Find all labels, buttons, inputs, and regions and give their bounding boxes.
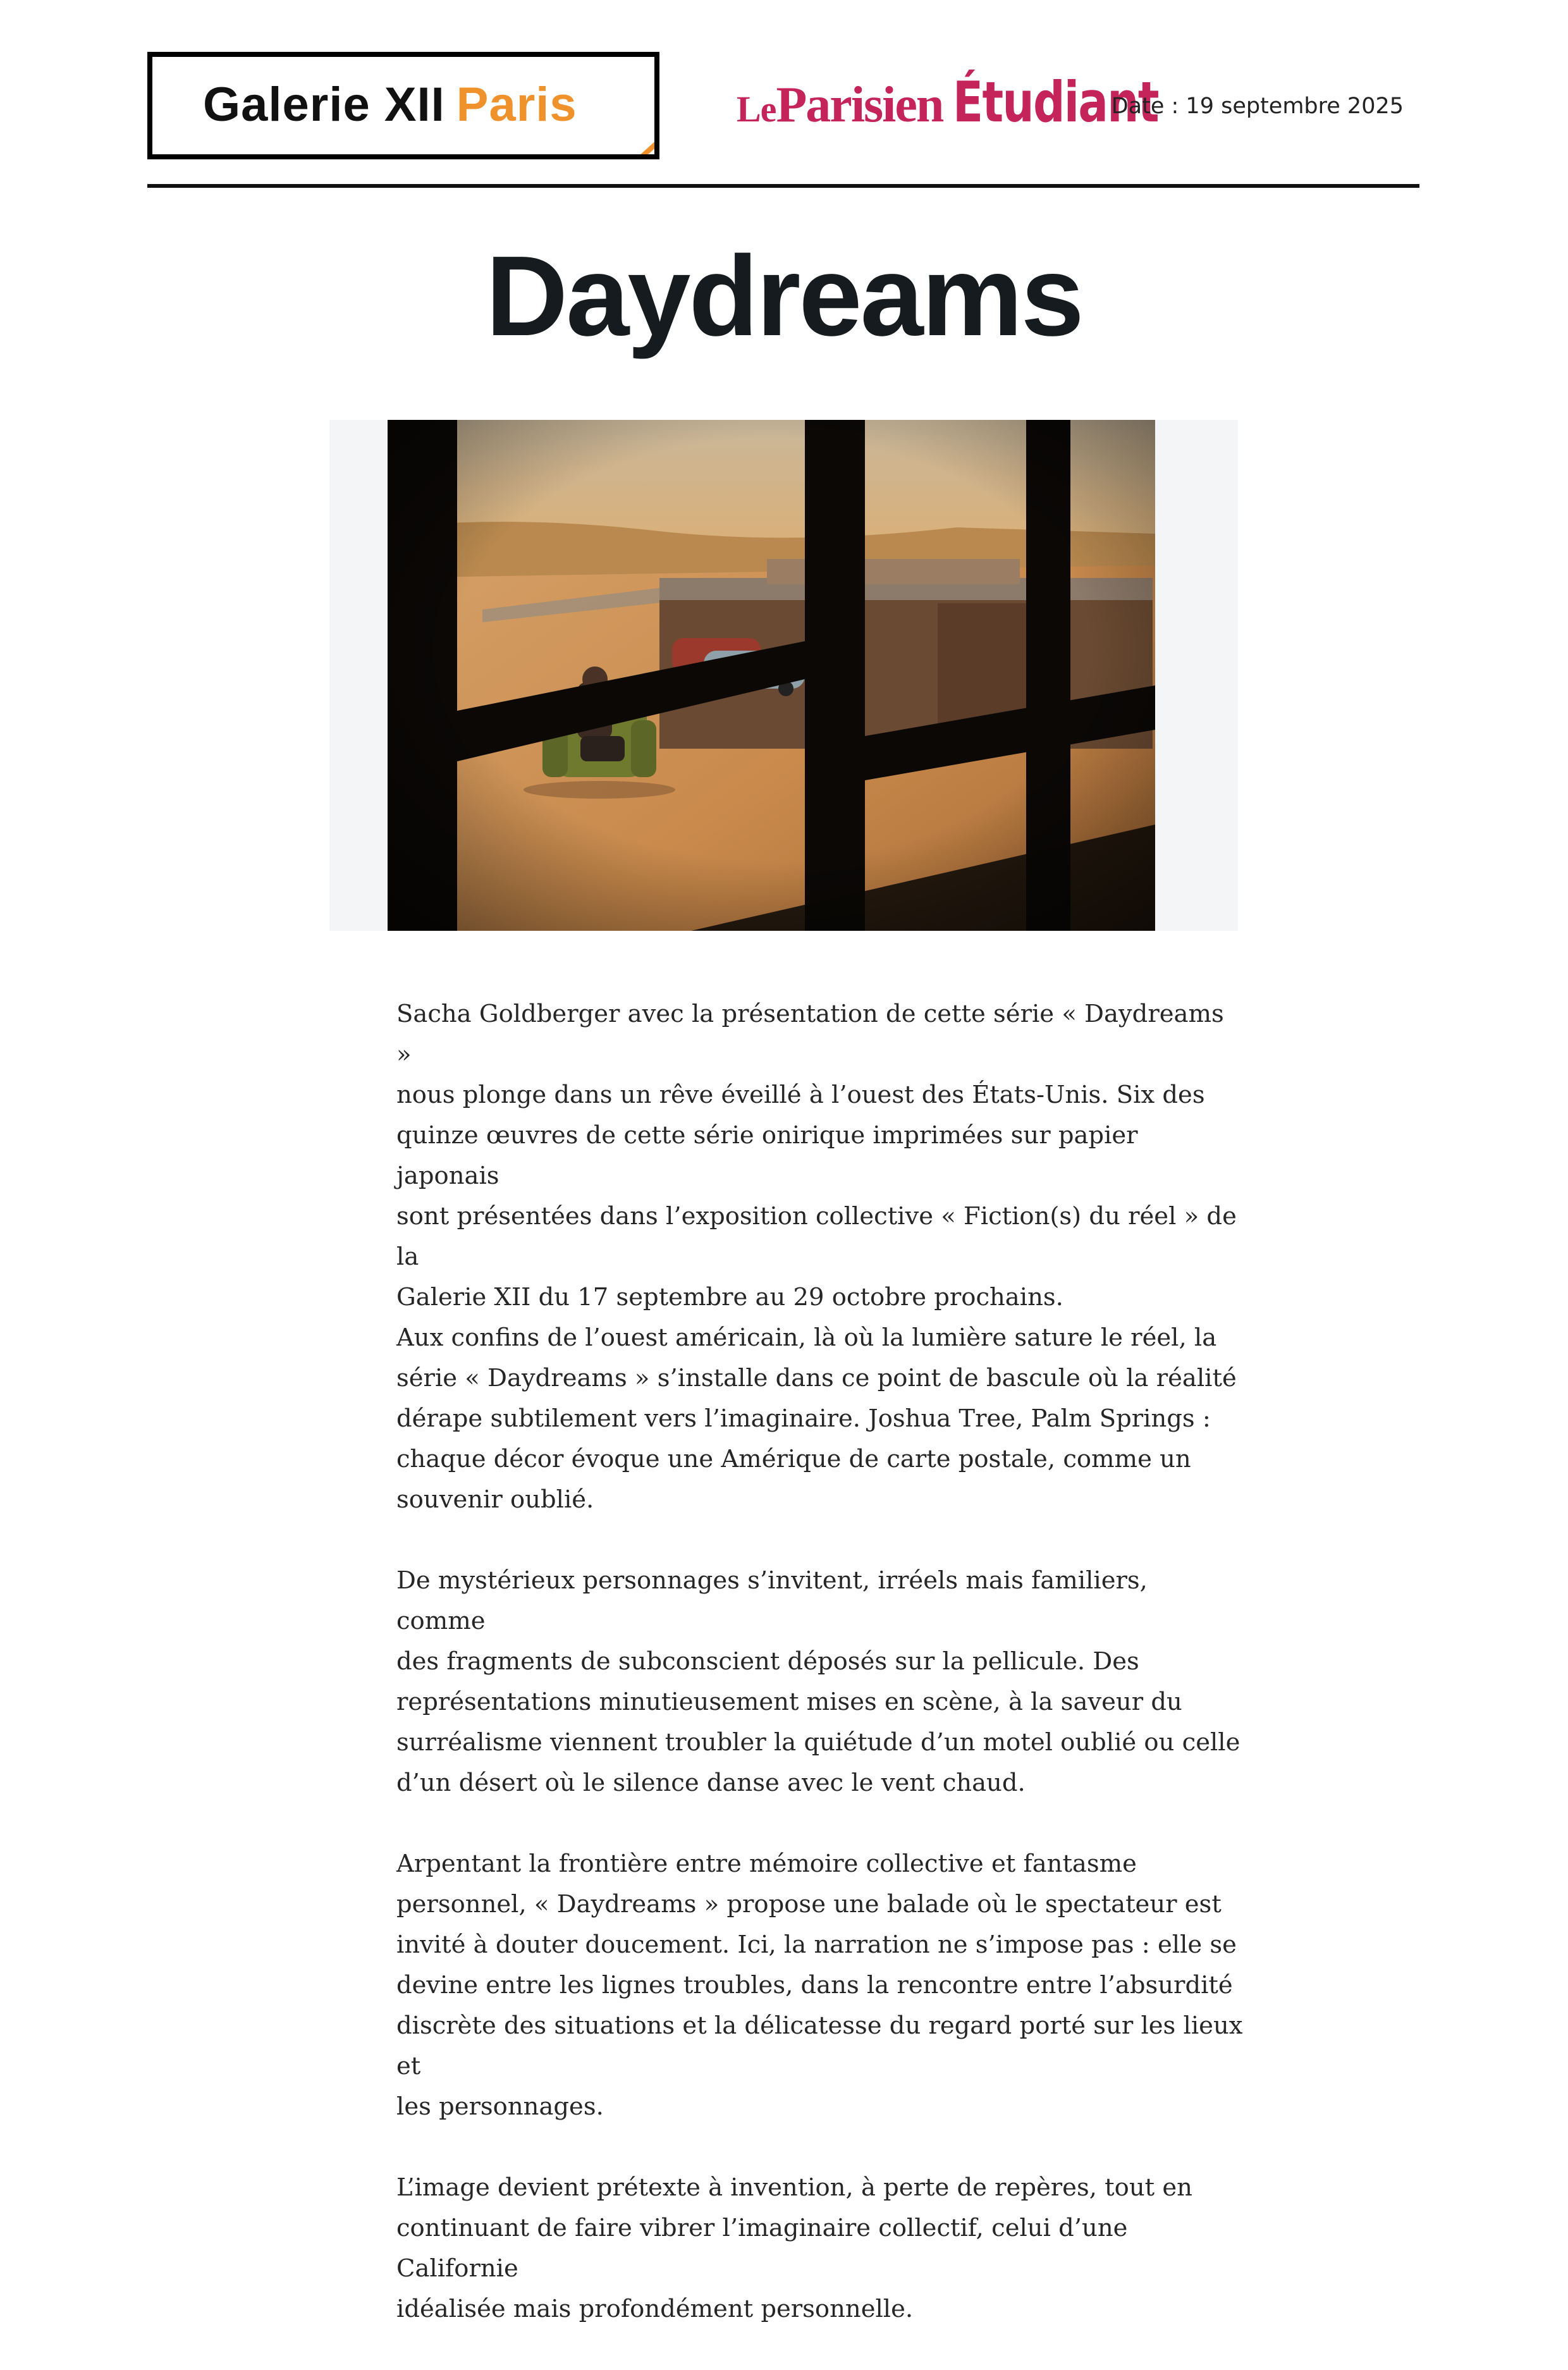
article-title: Daydreams bbox=[486, 233, 1082, 360]
press-logo-part3: Étudiant bbox=[953, 70, 1159, 135]
article-paragraph-1: Sacha Goldberger avec la présentation de cette série « Daydreams » nous plonge dans un rêve éveillé à l’ouest des États-Unis. Six des quinze œuvres de cette série onirique imprimées sur papier japonais sont présentées dans l’exposition collective « Fiction(s) du réel » de la Galerie XII du 17 septembre au 29 octobre prochains. Aux confins de l’ouest américain, là où la lumière sature le réel, la série « Daydreams » s’installe dans ce point de bascule où la réalité dérape subtilement vers l’imaginaire. Joshua Tree, Palm Springs : chaque décor évoque une Amérique de carte postale, comme un souvenir oublié. bbox=[396, 1000, 1237, 1514]
header-divider bbox=[147, 184, 1419, 188]
publication-date: Date : 19 septembre 2025 bbox=[1111, 94, 1404, 119]
article-body bbox=[396, 994, 1244, 2370]
logo-accent-stroke bbox=[558, 131, 659, 159]
gallery-name: Galerie XII bbox=[203, 78, 445, 132]
article-photo bbox=[388, 420, 1155, 931]
gallery-logo-text bbox=[203, 78, 577, 132]
photo-frame bbox=[329, 420, 1238, 931]
gallery-logo bbox=[147, 52, 659, 159]
article-paragraph-2: De mystérieux personnages s’invitent, irréels mais familiers, comme des fragments de subconscient déposés sur la pellicule. Des représentations minutieusement mises en scène, à la saveur du surréalisme viennent troubler la quiétude d’un motel oublié ou celle d’un désert où le silence danse avec le vent chaud. bbox=[396, 1566, 1240, 1797]
article-paragraph-4: L’image devient prétexte à invention, à perte de repères, tout en continuant de faire vibrer l’imaginaire collectif, celui d’une Californie idéalisée mais profondément personnelle. bbox=[396, 2173, 1192, 2323]
press-logo-part1: Le bbox=[737, 89, 776, 130]
gallery-city: Paris bbox=[456, 78, 577, 132]
press-logo-part2: Parisien bbox=[776, 77, 943, 133]
article-paragraph-3: Arpentant la frontière entre mémoire collective et fantasme personnel, « Daydreams » propose une balade où le spectateur est invité à douter doucement. Ici, la narration ne s’impose pas : elle se devine entre les lignes troubles, dans la rencontre entre l’absurdité discrète des situations et la délicatesse du regard porté sur les lieux et les personnages. bbox=[396, 1850, 1243, 2121]
photograph-armchair-desert-window-icon bbox=[388, 420, 1155, 931]
